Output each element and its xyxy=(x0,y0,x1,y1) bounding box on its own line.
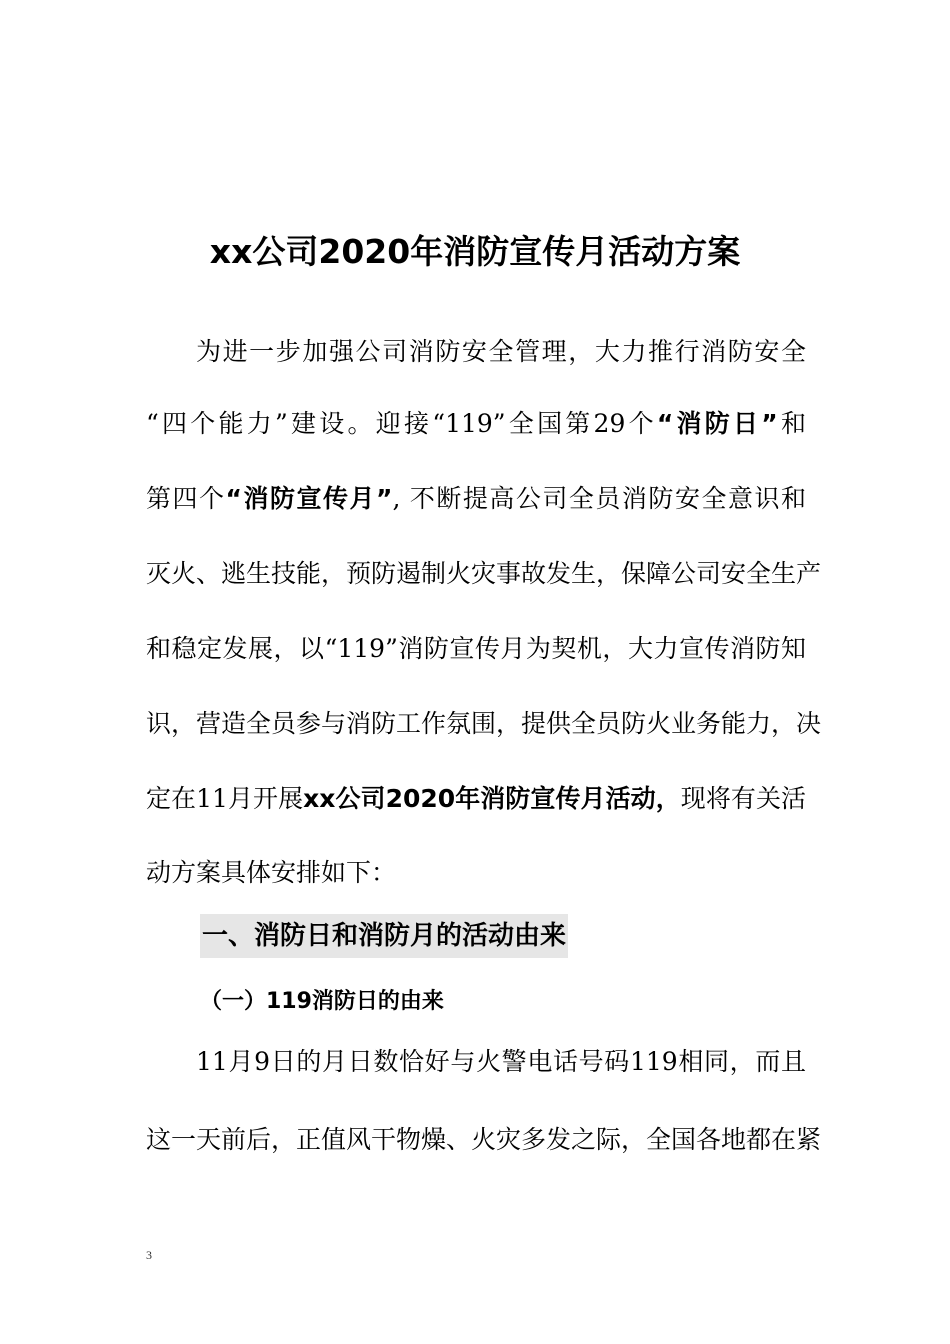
intro-line-2-end: 和 xyxy=(777,409,806,438)
body-line-1: 11月9日的月日数恰好与火警电话号码119相同，而且 xyxy=(196,1047,806,1076)
intro-line-2 xyxy=(146,404,806,444)
intro-line-3-text: , 不断提高公司全员消防安全意识和 xyxy=(392,484,806,513)
intro-emphasis-fire-day: “消防日” xyxy=(656,409,778,438)
intro-line-4: 灭火、逃生技能，预防遏制火灾事故发生，保障公司安全生产 xyxy=(146,559,822,588)
intro-line-1: 为进一步加强公司消防安全管理，大力推行消防安全 xyxy=(196,337,806,366)
page-number: 3 xyxy=(146,1248,152,1262)
intro-line-5: 和稳定发展，以“119”消防宣传月为契机，大力宣传消防知 xyxy=(146,634,806,663)
subsection-heading-1: （一）119消防日的由来 xyxy=(200,989,444,1014)
intro-line-2-text: “四个能力”建设。迎接“119”全国第29个 xyxy=(146,409,657,438)
intro-emphasis-activity: xx公司2020年消防宣传月活动， xyxy=(303,784,681,813)
intro-line-8: 动方案具体安排如下： xyxy=(146,858,397,887)
intro-line-7-start: 定在11月开展 xyxy=(146,784,304,813)
intro-line-6: 识，营造全员参与消防工作氛围，提供全员防火业务能力，决 xyxy=(146,709,822,738)
intro-line-7-end: 现将有关活 xyxy=(680,784,806,813)
body-line-2: 这一天前后，正值风干物燥、火灾多发之际，全国各地都在紧 xyxy=(146,1125,822,1154)
document-title: xx公司2020年消防宣传月活动方案 xyxy=(209,232,741,271)
section-heading-1: 一、消防日和消防月的活动由来 xyxy=(200,914,568,958)
intro-emphasis-fire-month: “消防宣传月” xyxy=(225,484,393,513)
intro-line-3-start: 第四个 xyxy=(146,484,226,513)
intro-line-7 xyxy=(146,779,806,819)
intro-line-3 xyxy=(146,479,806,519)
